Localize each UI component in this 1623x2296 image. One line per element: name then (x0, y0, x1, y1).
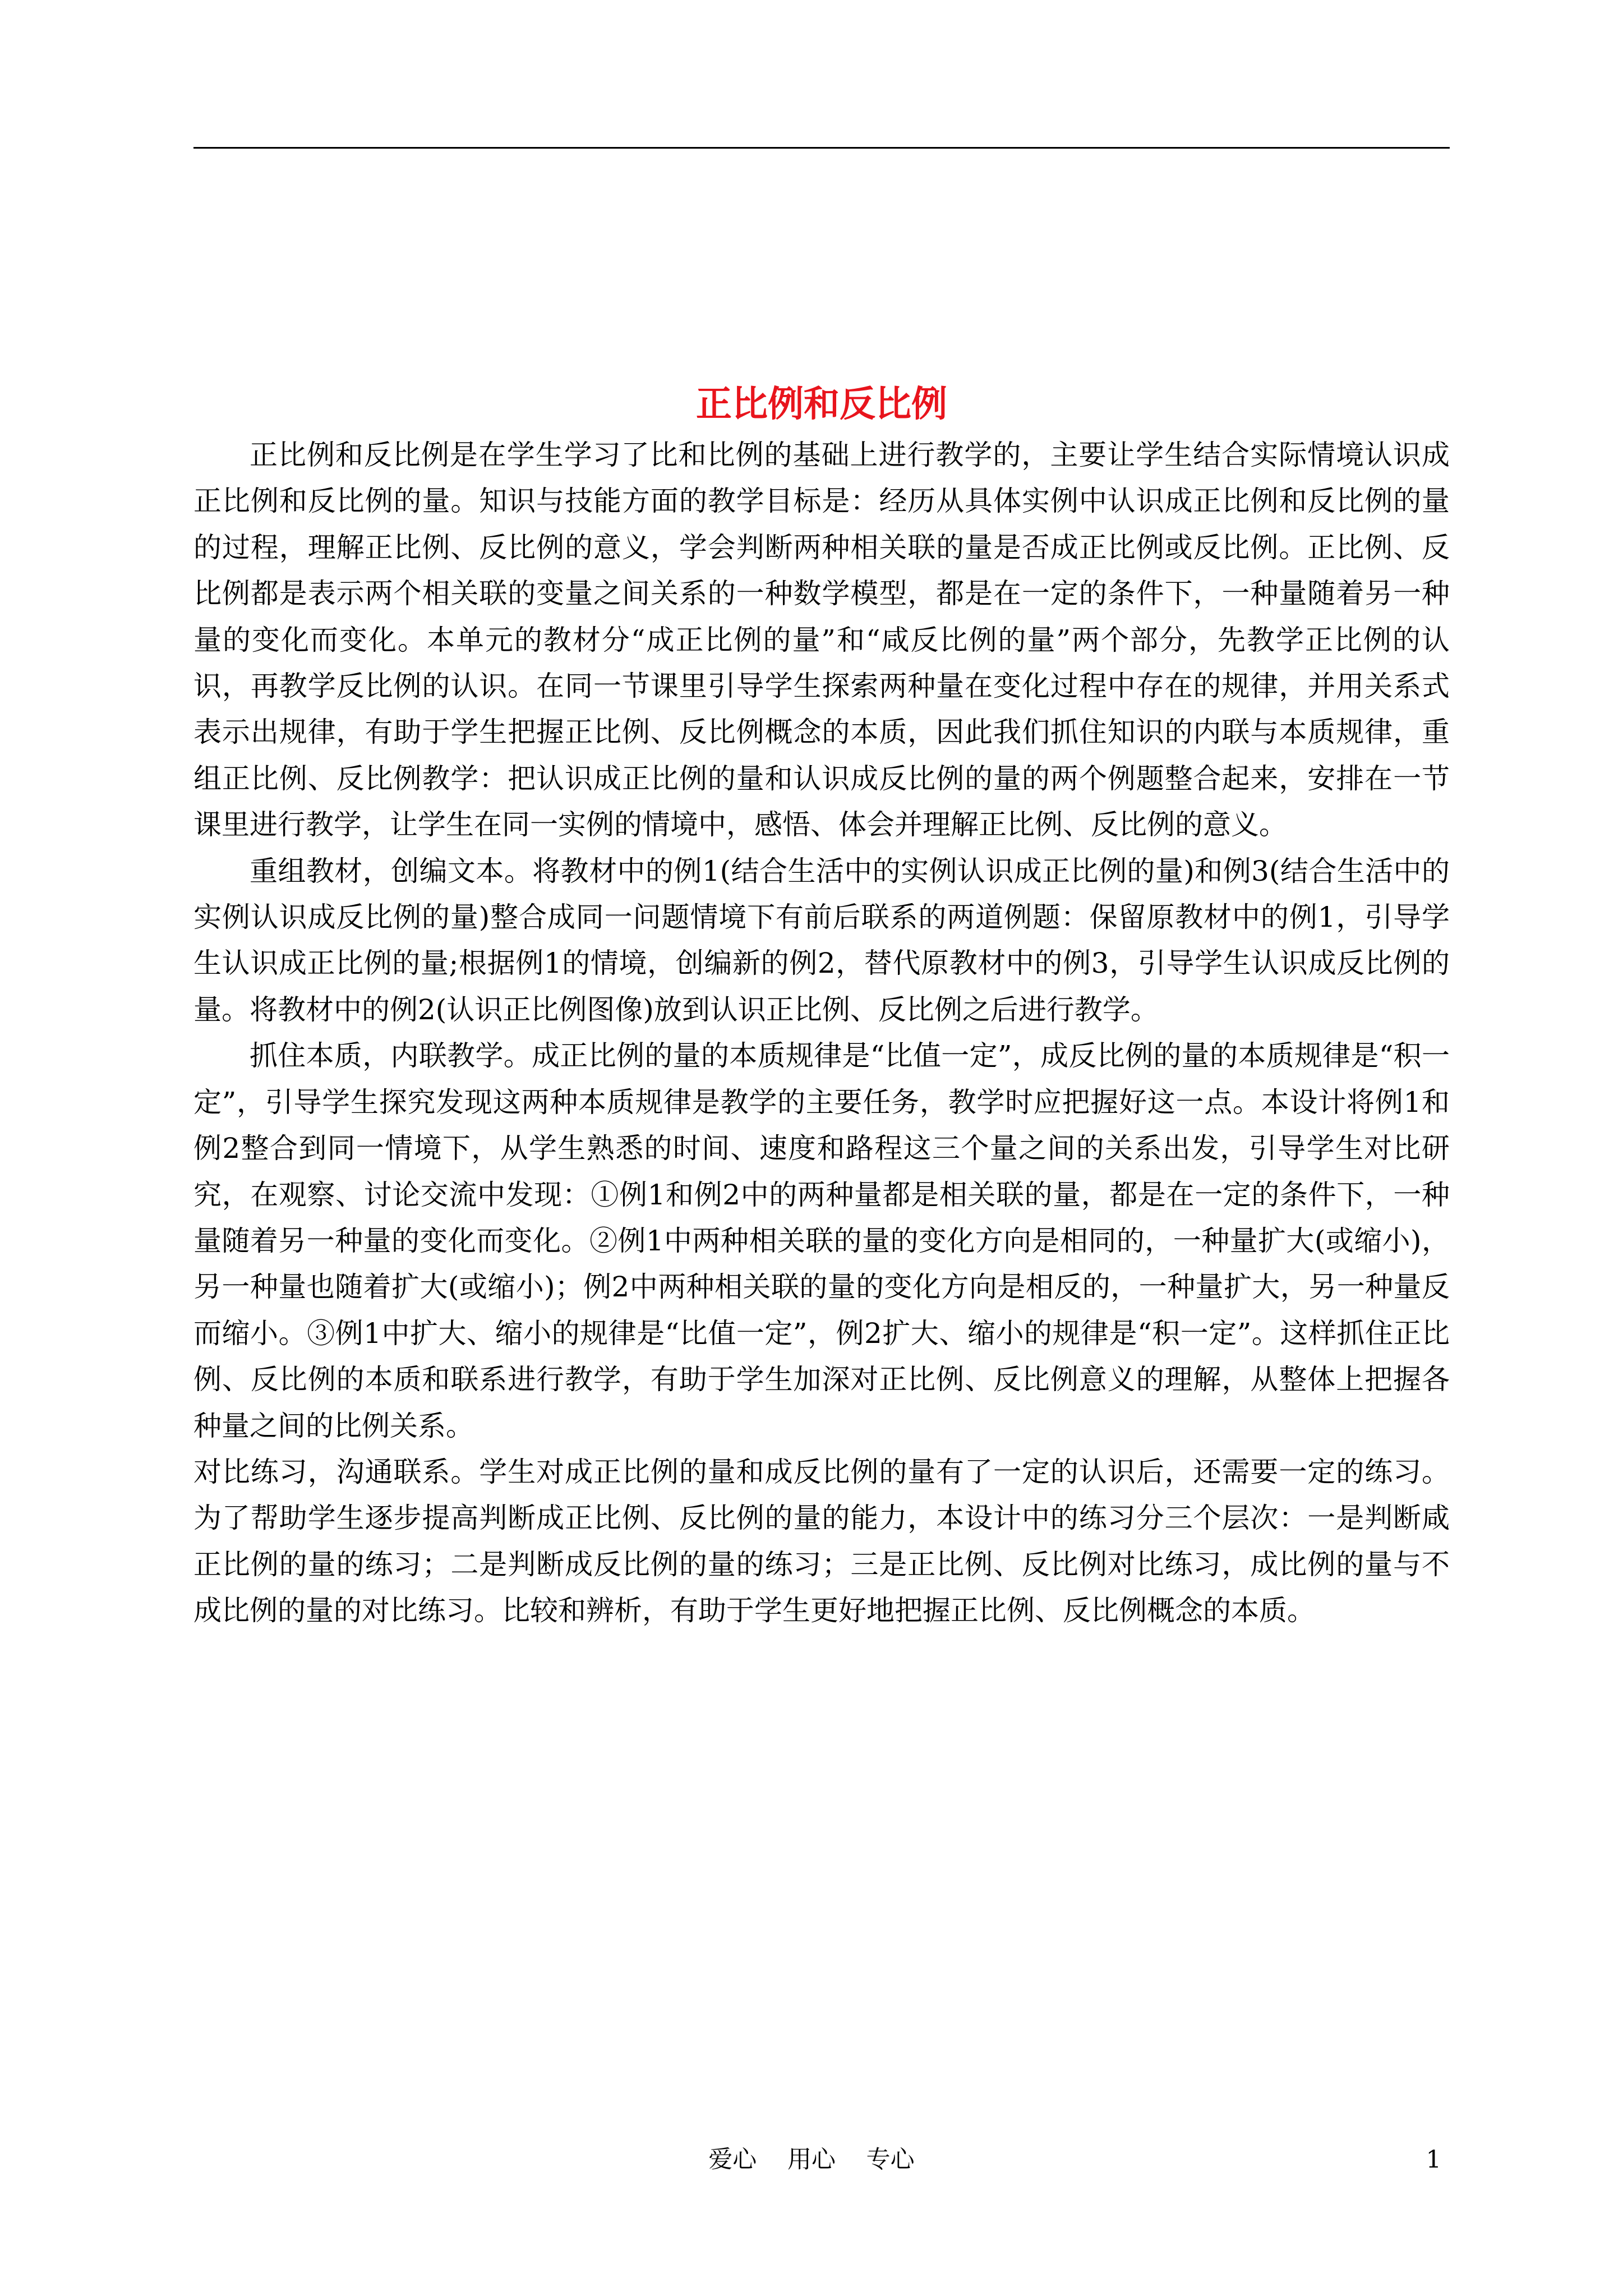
document-body (193, 432, 1450, 1634)
paragraph-reorganize-materials: 重组教材，创编文本。将教材中的例1(结合生活中的实例认识成正比例的量)和例3(结合生活中的实例认识成反比例的量)整合成同一问题情境下有前后联系的两道例题：保留原教材中的例1，引导学生认识成正比例的量;根据例1的情境，创编新的例2，替代原教材中的例3，引导学生认识成反比例的量。将教材中的例2(认识正比例图像)放到认识正比例、反比例之后进行教学。 (193, 854, 1450, 1026)
paragraph-grasp-essence: 抓住本质，内联教学。成正比例的量的本质规律是“比值一定”，成反比例的量的本质规律是“积一定”，引导学生探究发现这两种本质规律是教学的主要任务，教学时应把握好这一点。本设计将例1和例2整合到同一情境下，从学生熟悉的时间、速度和路程这三个量之间的关系出发，引导学生对比研究，在观察、讨论交流中发现：①例1和例2中的两种量都是相关联的量，都是在一定的条件下，一种量随着另一种量的变化而变化。②例1中两种相关联的量的变化方向是相同的，一种量扩大(或缩小)，另一种量也随着扩大(或缩小)；例2中两种相关联的量的变化方向是相反的，一种量扩大，另一种量反而缩小。③例1中扩大、缩小的规律是“比值一定”，例2扩大、缩小的规律是“积一定”。这样抓住正比例、反比例的本质和联系进行教学，有助于学生加深对正比例、反比例意义的理解，从整体上把握各种量之间的比例关系。 (193, 1039, 1450, 1442)
document-title: 正比例和反比例 (696, 383, 947, 425)
paragraph-intro: 正比例和反比例是在学生学习了比和比例的基础上进行教学的，主要让学生结合实际情境认识成正比例和反比例的量。知识与技能方面的教学目标是：经历从具体实例中认识成正比例和反比例的量的过程，理解正比例、反比例的意义，学会判断两种相关联的量是否成正比例或反比例。正比例、反比例都是表示两个相关联的变量之间关系的一种数学模型，都是在一定的条件下，一种量随着另一种量的变化而变化。本单元的教材分“成正比例的量”和“咸反比例的量”两个部分，先教学正比例的认识，再教学反比例的认识。在同一节课里引导学生探索两种量在变化过程中存在的规律，并用关系式表示出规律，有助于学生把握正比例、反比例概念的本质，因此我们抓住知识的内联与本质规律，重组正比例、反比例教学：把认识成正比例的量和认识成反比例的量的两个例题整合起来，安排在一节课里进行教学，让学生在同一实例的情境中，感悟、体会并理解正比例、反比例的意义。 (193, 439, 1450, 841)
footer-motto: 爱心 用心 专心 (708, 2146, 915, 2174)
paragraph-contrast-practice: 对比练习，沟通联系。学生对成正比例的量和成反比例的量有了一定的认识后，还需要一定的练习。为了帮助学生逐步提高判断成正比例、反比例的量的能力，本设计中的练习分三个层次：一是判断咸正比例的量的练习；二是判断成反比例的量的练习；三是正比例、反比例对比练习，成比例的量与不成比例的量的对比练习。比较和辨析，有助于学生更好地把握正比例、反比例概念的本质。 (193, 1455, 1450, 1627)
page-number: 1 (1426, 2146, 1441, 2174)
header-rule (193, 147, 1450, 149)
